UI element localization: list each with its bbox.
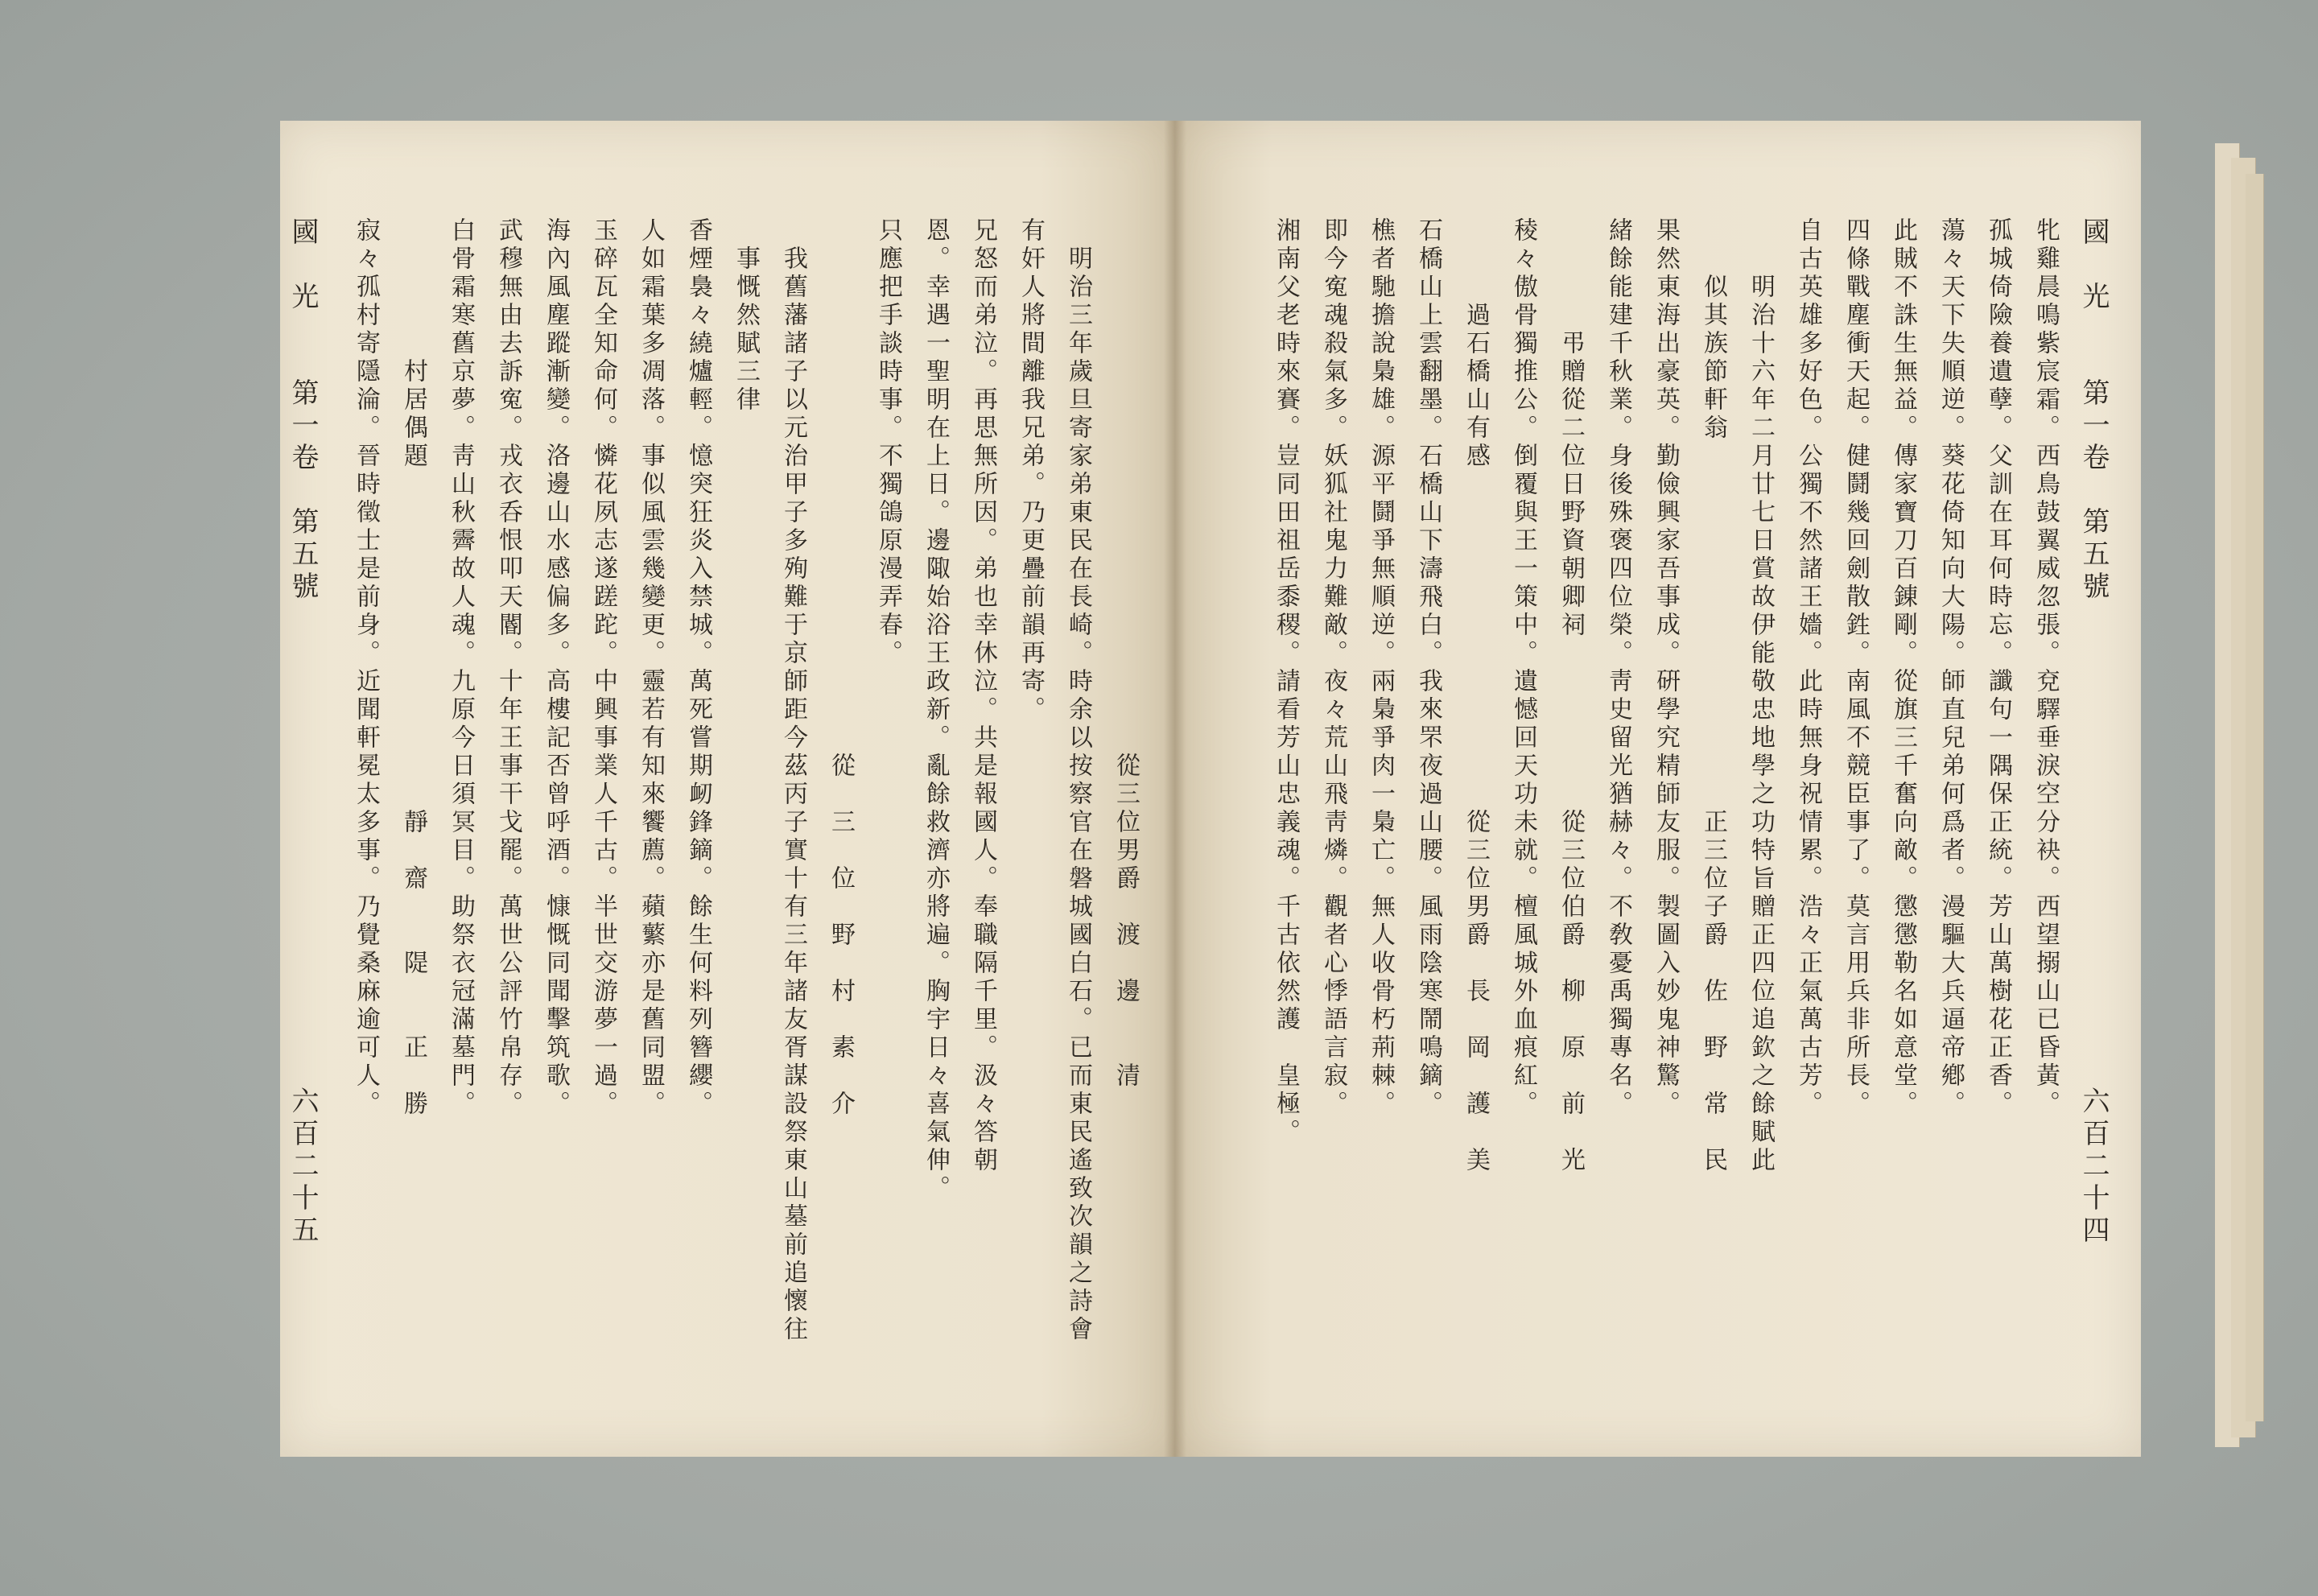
left-page-column: 兄怒而弟泣。再思無所因。弟也幸休泣。共是報國人。奉職隔千里。汲々答朝 <box>969 217 997 1175</box>
left-page-column: 只應把手談時事。不獨鴿原漫弄春。 <box>874 217 902 668</box>
right-page-column: 稜々傲骨獨推公。倒覆與王一策中。遺憾回天功未就。檀風城外血痕紅。 <box>1509 217 1537 1119</box>
right-page-column: 果然東海出豪英。勤儉興家吾事成。硏學究精師友服。製圖入妙鬼神驚。 <box>1652 217 1680 1119</box>
right-page-column: 石橋山上雲翻墨。石橋山下濤飛白。我來罘夜過山腰。風雨陰寒鬧鳴鏑。 <box>1414 217 1442 1119</box>
left-page-column: 我舊藩諸子以元治甲子多殉難于京師距今茲丙子實十有三年諸友胥謀設祭東山墓前追懷往 <box>779 217 807 1344</box>
right-page-column: 弔贈從二位日野資朝卿祠 從三位伯爵 柳 原 前 光 <box>1557 217 1585 1175</box>
right-page-text <box>1223 217 2109 1360</box>
right-page-column: 明治十六年二月廿七日賞故伊能敬忠地學之功特旨贈正四位追欽之餘賦此 <box>1747 217 1775 1175</box>
left-page-column: 玉碎瓦全知命何。憐花夙志遂蹉跎。中興事業人千古。半世交游夢一過。 <box>589 217 617 1119</box>
left-page-column: 從三位男爵 渡 邊 清 <box>1112 217 1140 1091</box>
page-stack-edge <box>2246 174 2264 1421</box>
right-page-column: 國 光 第一卷 第五號 六百二十四 <box>2077 217 2110 1248</box>
left-page-text <box>287 217 1141 1360</box>
right-page-column: 即今寃魂殺氣多。妖狐社鬼力難敵。夜々荒山飛靑燐。觀者心悸語言寂。 <box>1319 217 1347 1119</box>
open-book <box>280 121 2220 1473</box>
left-page-column: 武穆無由去訴寃。戎衣呑恨叩天閽。十年王事干戈罷。萬世公評竹帛存。 <box>494 217 522 1119</box>
right-page-column: 湘南父老時來賽。豈同田祖岳黍稷。請看芳山忠義魂。千古依然護 皇極。 <box>1272 217 1300 1147</box>
left-page-column: 有奸人將間離我兄弟。乃更疊前韻再寄。 <box>1017 217 1045 724</box>
right-page-column: 蕩々天下失順逆。葵花倚知向大陽。師直兒弟何爲者。漫驅大兵逼帝鄕。 <box>1936 217 1965 1119</box>
left-page-column: 香煙裊々繞爐輕。憶突狂炎入禁城。萬死嘗期衂鋒鏑。餘生何料列簪纓。 <box>684 217 712 1119</box>
right-page <box>1175 121 2141 1457</box>
left-page-column: 國 光 第一卷 第五號 六百二十五 <box>287 217 319 1248</box>
left-page-column: 白骨霜寒舊京夢。靑山秋霽故人魂。九原今日須冥目。助祭衣冠滿墓門。 <box>447 217 475 1119</box>
right-page-column: 樵者馳擔說梟雄。源平鬪爭無順逆。兩梟爭肉一梟亡。無人收骨朽荊棘。 <box>1367 217 1395 1119</box>
book-gutter <box>1164 121 1186 1457</box>
right-page-column: 此賊不誅生無益。傳家寶刀百錬剛。從旗三千奮向敵。懲懲勒名如意堂。 <box>1889 217 1917 1119</box>
left-page <box>280 121 1175 1457</box>
left-page-column: 寂々孤村寄隱淪。晉時徵士是前身。近聞軒冕太多事。乃覺桑麻逾可人。 <box>352 217 380 1119</box>
right-page-column: 孤城倚險養遺孽。父訓在耳何時忘。讖句一隅保正統。芳山萬樹花正香。 <box>1984 217 2012 1119</box>
left-page-column: 從 三 位 野 村 素 介 <box>827 217 855 1119</box>
left-page-column: 恩。幸遇一聖明在上日。邊陬始浴王政新。亂餘救濟亦將遍。胸宇日々喜氣伸。 <box>922 217 950 1203</box>
left-page-column: 事慨然賦三律 <box>732 217 760 414</box>
left-page-column: 海內風塵蹤漸變。洛邊山水感偏多。高樓記否曾呼酒。慷慨同聞擊筑歌。 <box>542 217 570 1119</box>
right-page-column: 緒餘能建千秋業。身後殊褒四位榮。靑史留光猶赫々。不敎憂禹獨專名。 <box>1604 217 1632 1119</box>
left-page-column: 人如霜葉多凋落。事似風雲幾變更。靈若有知來饗薦。蘋蘩亦是舊同盟。 <box>637 217 665 1119</box>
left-page-column: 村居偶題 靜 齋 隄 正 勝 <box>399 217 427 1119</box>
right-page-column: 過石橋山有感 從三位男爵 長 岡 護 美 <box>1462 217 1490 1175</box>
right-page-column: 似其族節軒翁 正三位子爵 佐 野 常 民 <box>1699 217 1727 1175</box>
right-page-column: 自古英雄多好色。公獨不然諸王嬙。此時無身祝情累。浩々正氣萬古芳。 <box>1794 217 1822 1119</box>
left-page-column: 明治三年歲旦寄家弟東民在長崎。時余以按察官在磐城國白石。已而東民遙致次韻之詩會 <box>1064 217 1092 1344</box>
right-page-column: 牝雞晨鳴紫宸霜。西鳥鼓翼威忽張。兗驛垂淚空分袂。西望搦山已昏黃。 <box>2031 217 2060 1119</box>
right-page-column: 四條戰塵衝天起。健鬪幾回劍散鉎。南風不競臣事了。莫言用兵非所長。 <box>1842 217 1870 1119</box>
